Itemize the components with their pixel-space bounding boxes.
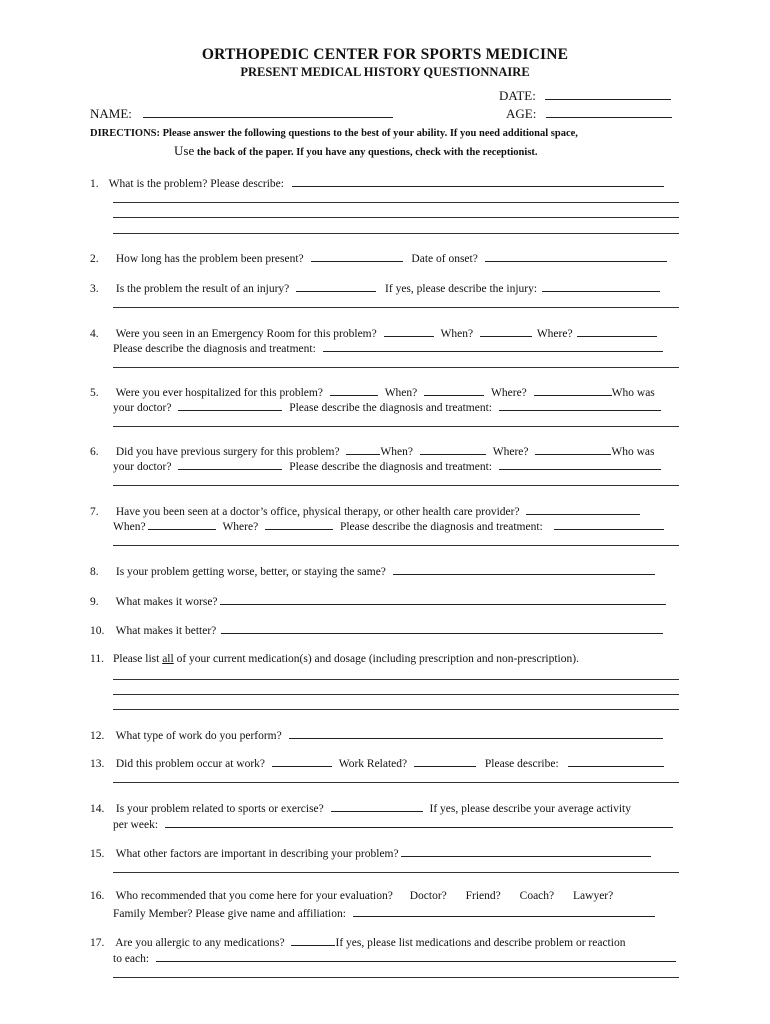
q14-activity-label: If yes, please describe your average activity (429, 803, 631, 815)
q14-number: 14. (90, 803, 105, 815)
q12-text: What type of work do you perform? (115, 730, 282, 742)
q17-allergy-field[interactable] (291, 934, 335, 946)
q6-text: Did you have previous surgery for this problem? (115, 446, 340, 458)
q2-text: How long has the problem been present? (115, 253, 304, 265)
q17-text: Are you allergic to any medications? (115, 937, 285, 949)
q7-row (90, 503, 640, 519)
q15-number: 15. (90, 848, 105, 860)
q17-list-label: If yes, please list medications and describe problem or reaction (335, 937, 626, 949)
q5-row-2 (113, 399, 661, 415)
q16-row-2 (113, 905, 655, 921)
q7-line-3[interactable] (113, 545, 679, 546)
q16-number: 16. (90, 890, 105, 902)
name-row (90, 106, 393, 121)
q8-row (90, 563, 655, 579)
q8-text: Is your problem getting worse, better, or staying the same? (115, 566, 386, 578)
q7-provider-field[interactable] (526, 503, 640, 515)
age-row (506, 106, 672, 121)
q11-number: 11. (90, 653, 104, 665)
q5-hospital-field[interactable] (330, 384, 378, 396)
q4-text: Were you seen in an Emergency Room for this problem? (115, 328, 377, 340)
q5-where-field[interactable] (534, 384, 612, 396)
q3-injury-field[interactable] (296, 280, 376, 292)
q16-text: Who recommended that you come here for your evaluation? (115, 890, 393, 902)
q5-who-label: Who was (611, 387, 655, 399)
q13-row (90, 755, 664, 771)
q14-per-week-label: per week: (113, 819, 159, 831)
form-subtitle: PRESENT MEDICAL HISTORY QUESTIONNAIRE (240, 65, 530, 79)
q16-option-friend[interactable]: Friend? (465, 890, 501, 902)
q7-number: 7. (90, 506, 99, 518)
q15-row (90, 845, 651, 861)
q3-number: 3. (90, 283, 99, 295)
q2-onset-field[interactable] (485, 250, 667, 262)
q6-diagnosis-label: Please describe the diagnosis and treatment: (289, 461, 492, 473)
q3-text: Is the problem the result of an injury? (115, 283, 290, 295)
q14-row (90, 800, 631, 816)
q7-diagnosis-field[interactable] (554, 518, 664, 530)
q8-number: 8. (90, 566, 99, 578)
q8-field[interactable] (393, 563, 655, 575)
q14-row-2 (113, 816, 673, 832)
q10-text: What makes it better? (115, 625, 217, 637)
q13-related-field[interactable] (414, 755, 476, 767)
q6-who-label: Who was (611, 446, 655, 458)
q10-row (90, 622, 663, 638)
q15-field[interactable] (401, 845, 651, 857)
q5-diagnosis-label: Please describe the diagnosis and treatment: (289, 402, 492, 414)
q5-diagnosis-field[interactable] (499, 399, 661, 411)
q7-where-field[interactable] (265, 518, 333, 530)
q2-row (90, 250, 667, 266)
q4-number: 4. (90, 328, 99, 340)
q2-duration-field[interactable] (311, 250, 403, 262)
q7-when-label: When? (113, 521, 146, 533)
q7-when-field[interactable] (148, 518, 216, 530)
q4-when-label: When? (440, 328, 474, 340)
q9-field[interactable] (220, 593, 666, 605)
q5-when-label: When? (384, 387, 418, 399)
name-field[interactable] (143, 106, 393, 118)
q11-line-2[interactable] (113, 679, 679, 680)
q15-text: What other factors are important in describing your problem? (115, 848, 399, 860)
q6-doctor-field[interactable] (178, 458, 282, 470)
q13-describe-label: Please describe: (484, 758, 559, 770)
q4-where-field[interactable] (577, 325, 657, 337)
q3-describe-label: If yes, please describe the injury: (385, 283, 538, 295)
q1-number: 1. (90, 178, 99, 190)
q17-number: 17. (90, 937, 105, 949)
q5-when-field[interactable] (424, 384, 484, 396)
q3-row (90, 280, 660, 296)
q7-diagnosis-label: Please describe the diagnosis and treatment: (339, 521, 543, 533)
date-row (499, 88, 671, 103)
q1-line-3[interactable] (113, 217, 679, 218)
q13-related-label: Work Related? (338, 758, 408, 770)
q17-row (90, 934, 625, 950)
q6-where-field[interactable] (535, 443, 611, 455)
q16-family-label: Family Member? Please give name and affiliation: (113, 908, 346, 920)
q17-row-2 (113, 950, 676, 966)
q2-onset-label: Date of onset? (411, 253, 478, 265)
q1-row (90, 175, 664, 191)
q13-line-2[interactable] (113, 782, 679, 783)
q16-option-doctor[interactable]: Doctor? (409, 890, 447, 902)
date-field[interactable] (545, 88, 671, 100)
directions-use: Use (174, 143, 195, 158)
q12-field[interactable] (289, 727, 663, 739)
age-label: AGE: (506, 106, 537, 121)
q4-er-field[interactable] (384, 325, 434, 337)
q17-each-field[interactable] (156, 950, 676, 962)
q6-line-3[interactable] (113, 485, 679, 486)
q10-field[interactable] (221, 622, 663, 634)
q16-option-coach[interactable]: Coach? (519, 890, 555, 902)
q10-number: 10. (90, 625, 105, 637)
q9-row (90, 593, 666, 609)
q1-line-2[interactable] (113, 202, 679, 203)
q11-row (90, 652, 579, 666)
q4-row (90, 325, 657, 341)
q11-text-a: Please list (113, 653, 163, 665)
q5-where-label: Where? (491, 387, 527, 399)
q16-option-lawyer[interactable]: Lawyer? (573, 890, 614, 902)
q6-when-label: When? (380, 446, 413, 458)
q12-number: 12. (90, 730, 105, 742)
q6-when-field[interactable] (420, 443, 486, 455)
q7-where-label: Where? (222, 521, 259, 533)
q14-text: Is your problem related to sports or exercise? (115, 803, 324, 815)
q7-row-2 (113, 518, 664, 534)
q14-per-week-field[interactable] (165, 816, 673, 828)
q5-number: 5. (90, 387, 99, 399)
q5-row (90, 384, 655, 400)
q17-line-3[interactable] (113, 977, 679, 978)
q13-number: 13. (90, 758, 105, 770)
q16-row (90, 889, 613, 903)
q13-describe-field[interactable] (568, 755, 664, 767)
q15-line-2[interactable] (113, 872, 679, 873)
q3-describe-field[interactable] (542, 280, 660, 292)
q9-number: 9. (90, 596, 99, 608)
q11-text-b: of your current medication(s) and dosage (including prescription and non-prescription). (173, 653, 579, 665)
q4-when-field[interactable] (480, 325, 532, 337)
q4-line-3[interactable] (113, 367, 679, 368)
q1-field[interactable] (292, 175, 664, 187)
directions-line-1: DIRECTIONS: Please answer the following questions to the best of your ability. If you need additional space, (90, 128, 578, 139)
q2-number: 2. (90, 253, 99, 265)
q5-doctor-field[interactable] (178, 399, 282, 411)
q4-row-2 (113, 340, 663, 356)
name-label: NAME: (90, 106, 132, 121)
q13-work-field[interactable] (272, 755, 332, 767)
q4-diagnosis-label: Please describe the diagnosis and treatment: (113, 343, 316, 355)
q6-number: 6. (90, 446, 99, 458)
q16-affiliation-field[interactable] (353, 905, 655, 917)
directions-rest: the back of the paper. If you have any questions, check with the receptionist. (194, 147, 538, 158)
q5-text: Were you ever hospitalized for this problem? (115, 387, 323, 399)
q6-where-label: Where? (492, 446, 529, 458)
q11-text-underlined: all (162, 653, 174, 665)
q11-line-3[interactable] (113, 694, 679, 695)
q17-each-label: to each: (113, 953, 150, 965)
q6-doctor-label: your doctor? (113, 461, 172, 473)
q4-where-label: Where? (536, 328, 573, 340)
age-field[interactable] (546, 106, 672, 118)
q6-row (90, 443, 655, 459)
date-label: DATE: (499, 88, 536, 103)
directions-line-2 (174, 143, 538, 159)
q14-sports-field[interactable] (331, 800, 423, 812)
q4-diagnosis-field[interactable] (323, 340, 663, 352)
q5-doctor-label: your doctor? (113, 402, 172, 414)
form-title: ORTHOPEDIC CENTER FOR SPORTS MEDICINE (201, 46, 569, 63)
q1-text: What is the problem? Please describe: (108, 178, 284, 190)
q12-row (90, 727, 663, 743)
q6-diagnosis-field[interactable] (499, 458, 661, 470)
q9-text: What makes it worse? (115, 596, 218, 608)
q5-line-3[interactable] (113, 426, 679, 427)
q11-line-4[interactable] (113, 709, 679, 710)
q6-surgery-field[interactable] (346, 443, 380, 455)
q1-line-4[interactable] (113, 233, 679, 234)
q6-row-2 (113, 458, 661, 474)
q7-text: Have you been seen at a doctor’s office, physical therapy, or other health care provider? (115, 506, 520, 518)
q13-text: Did this problem occur at work? (115, 758, 266, 770)
q3-line-2[interactable] (113, 307, 679, 308)
